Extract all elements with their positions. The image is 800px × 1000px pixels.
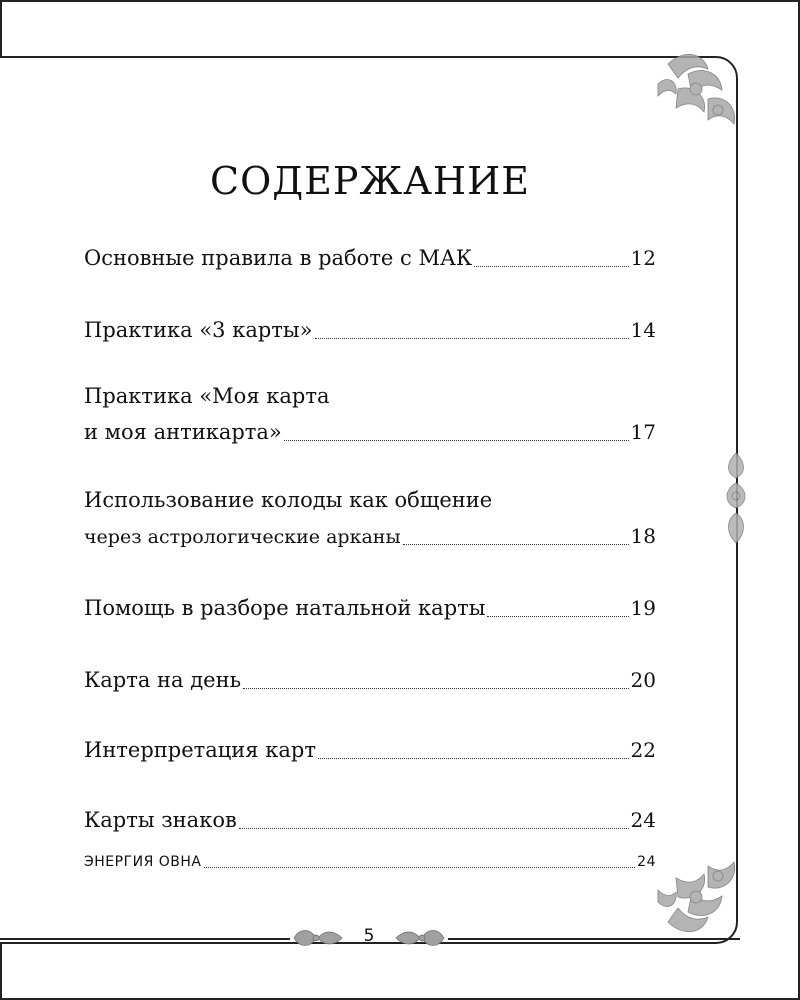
floral-ornament-icon bbox=[648, 44, 748, 144]
toc-entry[interactable] bbox=[84, 802, 656, 838]
toc-entry[interactable] bbox=[84, 240, 656, 276]
dot-leader bbox=[403, 543, 629, 545]
dot-leader bbox=[474, 265, 628, 267]
page-footer bbox=[0, 922, 740, 954]
toc-entry-page: 24 bbox=[630, 808, 656, 832]
toc-entry-page: 18 bbox=[630, 524, 656, 548]
toc-entry[interactable] bbox=[84, 378, 656, 450]
toc-entry[interactable] bbox=[84, 482, 656, 554]
toc-entry-page: 20 bbox=[630, 668, 656, 692]
toc-entry-title-line: через астрологические арканы bbox=[84, 526, 401, 548]
toc-entry[interactable] bbox=[84, 590, 656, 626]
dot-leader bbox=[284, 439, 629, 441]
scroll-flourish-icon bbox=[290, 924, 346, 952]
page-number: 5 bbox=[363, 926, 375, 946]
dot-leader bbox=[315, 337, 629, 339]
toc-entry-page: 24 bbox=[637, 854, 656, 870]
toc-entry-title: ЭНЕРГИЯ ОВНА bbox=[84, 854, 202, 870]
toc-entry-title: Интерпретация карт bbox=[84, 738, 316, 762]
dot-leader bbox=[243, 687, 629, 689]
toc-entry-page: 22 bbox=[630, 738, 656, 762]
toc-entry-page: 14 bbox=[630, 318, 656, 342]
toc-subentry[interactable] bbox=[84, 850, 656, 874]
dot-leader bbox=[487, 615, 628, 617]
page-title: СОДЕРЖАНИЕ bbox=[210, 159, 530, 204]
toc-entry-page: 12 bbox=[630, 246, 656, 270]
toc-entry-title-line: и моя антикарта» bbox=[84, 420, 282, 444]
dot-leader bbox=[318, 757, 629, 759]
toc-entry-title-line: Практика «Моя карта bbox=[84, 384, 330, 408]
toc-entry-title: Помощь в разборе натальной карты bbox=[84, 596, 486, 620]
dot-leader bbox=[204, 866, 636, 868]
toc-entry-page: 17 bbox=[630, 420, 656, 444]
toc-entry[interactable] bbox=[84, 312, 656, 348]
toc-entry-title: Основные правила в работе с МАК bbox=[84, 246, 473, 270]
footer-rule bbox=[448, 938, 740, 940]
toc-entry[interactable] bbox=[84, 732, 656, 768]
scroll-flourish-icon bbox=[716, 448, 756, 548]
toc-entry-title: Карты знаков bbox=[84, 808, 237, 832]
dot-leader bbox=[239, 827, 629, 829]
scroll-flourish-icon bbox=[392, 924, 448, 952]
toc-entry-title-line: Использование колоды как общение bbox=[84, 488, 493, 512]
toc-entry-title: Карта на день bbox=[84, 668, 242, 692]
footer-rule bbox=[0, 938, 290, 940]
toc-entry[interactable] bbox=[84, 662, 656, 698]
toc-entry-title: Практика «3 карты» bbox=[84, 318, 313, 342]
toc-entry-page: 19 bbox=[630, 596, 656, 620]
